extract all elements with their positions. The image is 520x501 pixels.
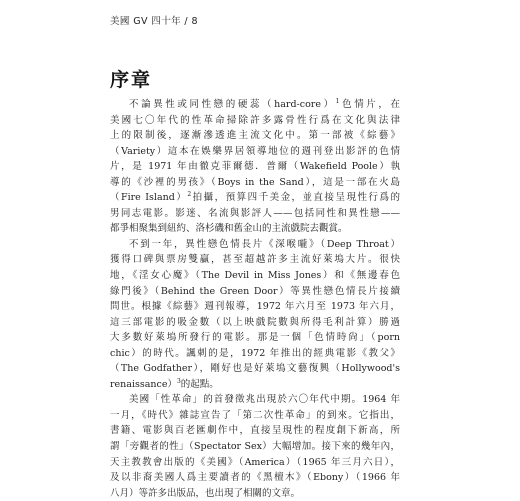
line-text: 問世。根據《綜藝》週刊報導，1972 年六月至 1973 年六月，: [110, 301, 400, 313]
text-line: [110, 377, 400, 393]
line-text: renaissance）: [110, 378, 177, 390]
text-line: [110, 221, 400, 237]
text-line: [110, 392, 400, 408]
text-line: [110, 361, 400, 377]
text-line: [110, 206, 400, 222]
line-text: 一月，《時代》雜誌宣告了「第二次性革命」的到來。它指出，: [110, 409, 400, 421]
text-line: [110, 159, 400, 175]
text-line: [110, 97, 400, 113]
line-text-continued: 色情片，在: [339, 99, 400, 110]
body-text: [110, 97, 400, 501]
line-text: （Fire Island）: [110, 192, 188, 204]
text-line: [110, 470, 400, 486]
text-line: [110, 284, 400, 300]
text-line: [110, 252, 400, 268]
line-text: chic）的時代。諷刺的是，1972 年推出的經典電影《教父》: [110, 347, 400, 359]
text-line: [110, 439, 400, 455]
line-text: 不到一年，異性戀色情長片《深喉嚨》（Deep Throat）: [129, 238, 400, 250]
text-line: [110, 190, 400, 206]
text-line: [110, 408, 400, 424]
line-text: 片，是 1971 年由徹克菲爾德．普爾（Wakefield Poole）執: [110, 161, 400, 173]
text-line: [110, 330, 400, 346]
text-line: [110, 346, 400, 362]
footnote-marker: 1: [335, 98, 340, 105]
text-line: [110, 144, 400, 160]
line-text: 書籍、電影與百老匯劇作中，直接呈現性的程度創下新高，所: [110, 425, 400, 437]
line-text: 美國七〇年代的性革命掃除許多露骨性行爲在文化與法律: [110, 114, 400, 126]
line-text: 及以非裔美國人爲主要讀者的《黑檀木》（Ebony）（1966 年: [110, 472, 400, 484]
line-text: （The Godfather），剛好也是好萊塢文藝復興（Hollywood's: [110, 363, 400, 375]
text-line: [110, 175, 400, 191]
line-text: （Variety）這本在娛樂界居領導地位的週刊登出影評的色情: [110, 145, 400, 157]
line-text: 不論異性或同性戀的硬蕊（hard-core）: [129, 99, 336, 110]
text-line: [110, 486, 400, 501]
paragraph: [110, 237, 400, 392]
chapter-title: 序章: [110, 69, 153, 91]
footnote-marker: 3: [176, 377, 181, 385]
line-text: 綠門後》（Behind the Green Door）等異性戀色情長片接續: [110, 285, 400, 297]
line-text: 獲得口碑與票房雙贏，甚至超越許多主流好萊塢大片。很快: [110, 254, 400, 266]
text-line: [110, 237, 400, 253]
running-head: 美國 GV 四十年 / 8: [110, 16, 198, 27]
line-text: 大多數好萊塢所發行的電影。那是一個「色情時尙」（porn: [110, 332, 400, 344]
footnote-marker: 2: [187, 191, 192, 199]
line-text: 八月）等許多出版品，也出現了相關的文章。: [110, 487, 301, 499]
line-text: 謂「旁觀者的性」（Spectator Sex）大幅增加。接下來的幾年內，: [110, 441, 400, 453]
line-text: 都爭相聚集到紐約、洛杉磯和舊金山的主流戲院去觀賞。: [110, 223, 348, 235]
line-text: 這三部電影的吸金數（以上映戲院數與所得毛利計算）勝過: [110, 316, 400, 328]
text-line: [110, 423, 400, 439]
line-text: 上的限制後，逐漸滲透進主流文化中。第一部被《綜藝》: [110, 130, 400, 142]
line-text-continued: 的起點。: [180, 378, 219, 390]
text-line: [110, 113, 400, 129]
paragraph: [110, 392, 400, 501]
text-line: [110, 128, 400, 144]
line-text: 天主教教會出版的《美國》（America）（1965 年三月六日），: [110, 456, 400, 468]
line-text: 男同志電影。影迷、名流與影評人——包括同性和異性戀——: [110, 207, 400, 219]
text-line: [110, 299, 400, 315]
line-text: 地，《淫女心魔》（The Devil in Miss Jones）和《無邊春色: [110, 270, 400, 282]
paragraph: [110, 97, 400, 237]
line-text: 美國「性革命」的首發徵兆出現於六〇年代中期。1964 年: [129, 394, 400, 406]
text-line: [110, 455, 400, 471]
text-line: [110, 268, 400, 284]
line-text: 導的《沙裡的男孩》（Boys in the Sand），這是一部在火島: [110, 176, 400, 188]
line-text-continued: 拍攝，預算四千美金，並直接呈現性行爲的: [191, 192, 400, 204]
text-line: [110, 315, 400, 331]
